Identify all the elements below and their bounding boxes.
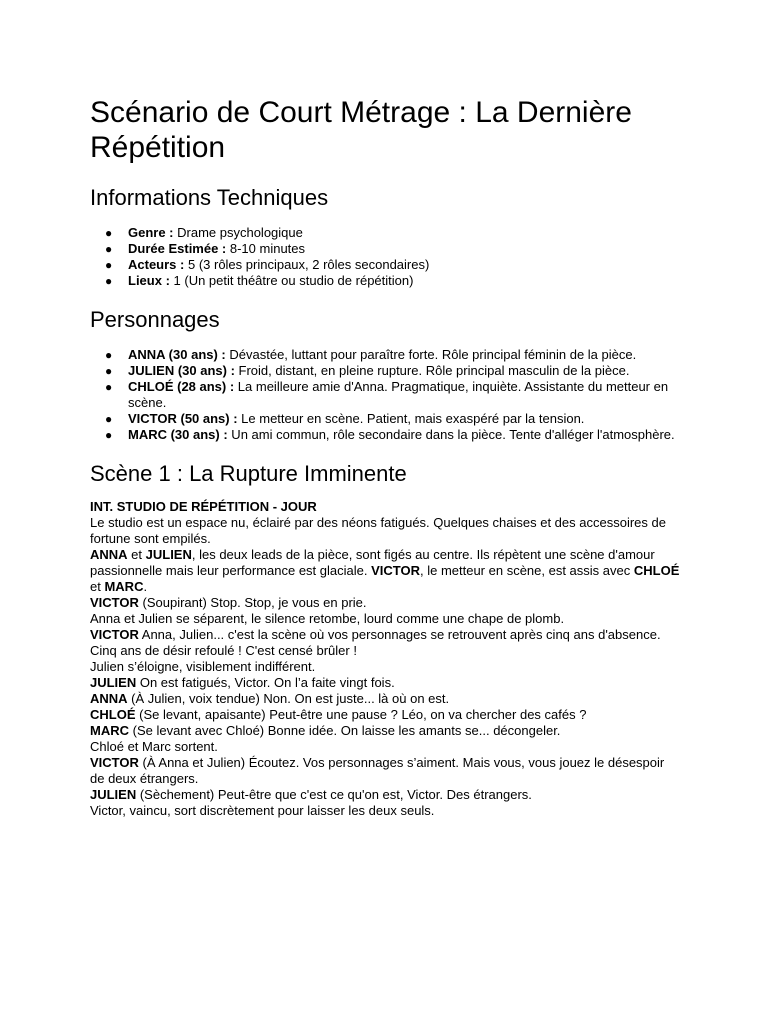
- script-text: (Soupirant) Stop. Stop, je vous en prie.: [138, 595, 367, 610]
- item-value: Un ami commun, rôle secondaire dans la pièce. Tente d'alléger l'atmosphère.: [227, 427, 675, 442]
- script-text: (À Julien, voix tendue) Non. On est juste... là où on est.: [127, 691, 450, 706]
- script-line: [90, 707, 680, 723]
- script-text: Anna, Julien... c'est la scène où vos personnages se retrouvent après cinq ans d'absence. Cinq ans de désir refoulé ! C'est censé brûler !: [90, 627, 661, 658]
- list-item: [90, 379, 680, 411]
- script-line: [90, 611, 680, 627]
- characters-list: [90, 347, 680, 443]
- character-name: ANNA: [90, 691, 128, 706]
- script-text: (Sèchement) Peut-être que c'est ce qu'on est, Victor. Des étrangers.: [136, 787, 532, 802]
- item-value: Drame psychologique: [173, 225, 303, 240]
- item-label: Lieux :: [128, 273, 170, 288]
- script-line: [90, 515, 680, 547]
- script-text: (À Anna et Julien) Écoutez. Vos personnages s’aiment. Mais vous, vous jouez le désespoir de deux étrangers.: [90, 755, 665, 786]
- item-value: 8-10 minutes: [226, 241, 306, 256]
- script-text: et: [90, 579, 105, 594]
- character-name: MARC: [90, 723, 129, 738]
- script-lines: [90, 515, 680, 819]
- script-line: [90, 787, 680, 803]
- list-item: [90, 363, 680, 379]
- script-line: [90, 547, 680, 595]
- script-line: [90, 691, 680, 707]
- script-line: [90, 675, 680, 691]
- script-line: [90, 723, 680, 739]
- bullet-icon: ●: [105, 428, 113, 442]
- item-label: Acteurs :: [128, 257, 185, 272]
- bullet-icon: ●: [105, 364, 113, 378]
- script-line: [90, 659, 680, 675]
- script-text: Anna et Julien se séparent, le silence retombe, lourd comme une chape de plomb.: [90, 611, 565, 626]
- characters-heading: Personnages: [90, 307, 220, 332]
- script-text: Victor, vaincu, sort discrètement pour laisser les deux seuls.: [90, 803, 435, 818]
- character-name: JULIEN: [90, 675, 137, 690]
- character-name: VICTOR: [90, 627, 139, 642]
- item-label: VICTOR (50 ans) :: [128, 411, 238, 426]
- script-text: (Se levant, apaisante) Peut-être une pause ? Léo, on va chercher des cafés ?: [135, 707, 587, 722]
- bullet-icon: ●: [105, 348, 113, 362]
- document-page: [90, 95, 680, 819]
- tech-info-heading: Informations Techniques: [90, 185, 329, 210]
- bullet-icon: ●: [105, 258, 113, 272]
- bullet-icon: ●: [105, 242, 113, 256]
- list-item: [90, 225, 680, 241]
- slugline: [90, 499, 680, 515]
- script-text: (Se levant avec Chloé) Bonne idée. On laisse les amants se... décongeler.: [129, 723, 561, 738]
- item-label: JULIEN (30 ans) :: [128, 363, 235, 378]
- item-value: Dévastée, luttant pour paraître forte. Rôle principal féminin de la pièce.: [225, 347, 637, 362]
- scene-heading: Scène 1 : La Rupture Imminente: [90, 461, 407, 486]
- item-label: Durée Estimée :: [128, 241, 227, 256]
- bullet-icon: ●: [105, 274, 113, 288]
- item-value: Le metteur en scène. Patient, mais exaspéré par la tension.: [237, 411, 585, 426]
- list-item: [90, 427, 680, 443]
- list-item: [90, 347, 680, 363]
- character-name: VICTOR: [90, 595, 139, 610]
- item-value: Froid, distant, en pleine rupture. Rôle principal masculin de la pièce.: [234, 363, 630, 378]
- tech-info-list: [90, 225, 680, 289]
- document-title: Scénario de Court Métrage : La Dernière Répétition: [90, 96, 632, 164]
- script-text: Julien s’éloigne, visiblement indifférent.: [90, 659, 316, 674]
- item-value: 5 (3 rôles principaux, 2 rôles secondaires): [184, 257, 430, 272]
- character-name: VICTOR: [371, 563, 420, 578]
- item-label: Genre :: [128, 225, 174, 240]
- script-line: [90, 803, 680, 819]
- item-label: MARC (30 ans) :: [128, 427, 228, 442]
- character-name: JULIEN: [145, 547, 192, 562]
- script-text: Chloé et Marc sortent.: [90, 739, 218, 754]
- character-name: ANNA: [90, 547, 128, 562]
- item-label: CHLOÉ (28 ans) :: [128, 379, 235, 394]
- character-name: VICTOR: [90, 755, 139, 770]
- character-name: JULIEN: [90, 787, 137, 802]
- character-name: MARC: [104, 579, 144, 594]
- script-line: [90, 595, 680, 611]
- script-line: [90, 627, 680, 659]
- script-text: et: [127, 547, 146, 562]
- script-line: [90, 755, 680, 787]
- slugline-text: INT. STUDIO DE RÉPÉTITION - JOUR: [90, 499, 317, 514]
- bullet-icon: ●: [105, 412, 113, 426]
- list-item: [90, 241, 680, 257]
- script-text: , le metteur en scène, est assis avec: [419, 563, 634, 578]
- scene-script: [90, 499, 680, 819]
- bullet-icon: ●: [105, 380, 113, 394]
- item-label: ANNA (30 ans) :: [128, 347, 226, 362]
- character-name: CHLOÉ: [90, 707, 136, 722]
- script-text: .: [143, 579, 148, 594]
- script-text: On est fatigués, Victor. On l’a faite vingt fois.: [136, 675, 395, 690]
- list-item: [90, 257, 680, 273]
- bullet-icon: ●: [105, 226, 113, 240]
- list-item: [90, 411, 680, 427]
- script-text: Le studio est un espace nu, éclairé par des néons fatigués. Quelques chaises et des accessoires de fortune sont empilés.: [90, 515, 666, 546]
- script-text: , les deux leads de la pièce, sont figés au centre. Ils répètent une scène d'amour passionnelle mais leur performance est glaciale.: [90, 547, 655, 578]
- script-line: [90, 739, 680, 755]
- item-value: La meilleure amie d'Anna. Pragmatique, inquiète. Assistante du metteur en scène.: [128, 379, 669, 410]
- list-item: [90, 273, 680, 289]
- character-name: CHLOÉ: [633, 563, 680, 578]
- item-value: 1 (Un petit théâtre ou studio de répétition): [169, 273, 414, 288]
